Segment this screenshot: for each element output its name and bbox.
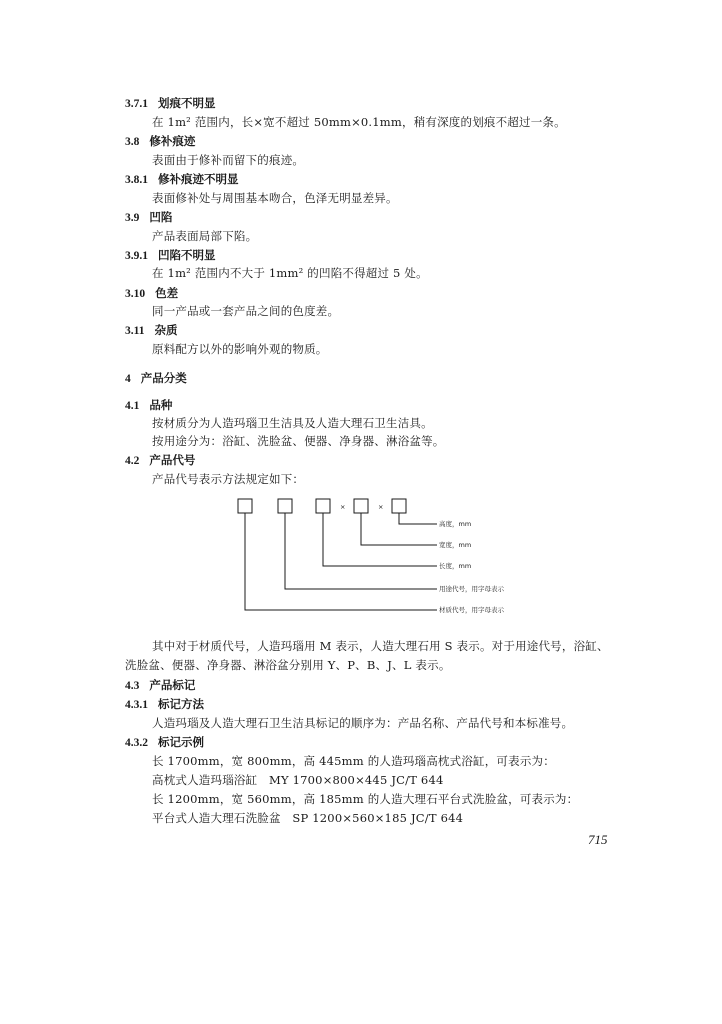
- code-box-height: [392, 499, 406, 513]
- paragraph: 产品代号表示方法规定如下：: [152, 472, 305, 486]
- clause-4-3-1: 4.3.1 标记方法: [125, 697, 204, 711]
- times-sign: ×: [340, 503, 346, 511]
- label-material-code: 材质代号，用字母表示: [439, 606, 504, 614]
- label-width: 宽度，mm: [439, 541, 472, 549]
- paragraph: 表面修补处与周围基本吻合，色泽无明显差异。: [152, 191, 398, 205]
- example-line: 长 1200mm，宽 560mm，高 185mm 的人造大理石平台式洗脸盆，可表示为：: [152, 792, 579, 806]
- clause-4-3: 4.3 产品标记: [125, 678, 196, 692]
- example-line: 长 1700mm，宽 800mm，高 445mm 的人造玛瑙高枕式浴缸，可表示为：: [152, 754, 555, 768]
- paragraph: 表面由于修补而留下的痕迹。: [152, 153, 305, 167]
- example-line: 高枕式人造玛瑙浴缸 MY 1700×800×445 JC/T 644: [152, 773, 444, 787]
- paragraph: 人造玛瑙及人造大理石卫生洁具标记的顺序为：产品名称、产品代号和本标准号。: [152, 716, 574, 730]
- clause-4-2: 4.2 产品代号: [125, 453, 196, 467]
- times-sign: ×: [378, 503, 384, 511]
- code-box-length: [316, 499, 330, 513]
- leader-material: [245, 513, 437, 610]
- label-usage-code: 用途代号，用字母表示: [439, 585, 504, 593]
- example-line: 平台式人造大理石洗脸盆 SP 1200×560×185 JC/T 644: [152, 811, 464, 825]
- paragraph: 洗脸盆、便器、净身器、淋浴盆分别用 Y、P、B、J、L 表示。: [125, 658, 451, 672]
- code-box-usage: [278, 499, 292, 513]
- clause-3-8-1: 3.8.1 修补痕迹不明显: [125, 172, 239, 186]
- paragraph: 在 1m² 范围内不大于 1mm² 的凹陷不得超过 5 处。: [152, 266, 428, 280]
- clause-3-9-1: 3.9.1 凹陷不明显: [125, 248, 216, 262]
- paragraph: 同一产品或一套产品之间的色度差。: [152, 304, 340, 318]
- leader-length: [323, 513, 437, 566]
- clause-3-9: 3.9 凹陷: [125, 210, 173, 224]
- leader-height: [399, 513, 437, 524]
- code-box-material: [238, 499, 252, 513]
- page-number: 715: [588, 832, 608, 847]
- paragraph: 按材质分为人造玛瑙卫生洁具及人造大理石卫生洁具。: [152, 416, 433, 430]
- code-box-width: [354, 499, 368, 513]
- section-4-heading: 4 产品分类: [125, 371, 187, 385]
- clause-3-10: 3.10 色差: [125, 286, 179, 300]
- paragraph: 其中对于材质代号，人造玛瑙用 M 表示，人造大理石用 S 表示。对于用途代号，浴缸、: [152, 639, 609, 653]
- product-code-diagram: [232, 492, 532, 622]
- paragraph: 原料配方以外的影响外观的物质。: [152, 342, 328, 356]
- paragraph: 在 1m² 范围内，长×宽不超过 50mm×0.1mm，稍有深度的划痕不超过一条。: [152, 115, 566, 129]
- paragraph: 按用途分为：浴缸、洗脸盆、便器、净身器、淋浴盆等。: [152, 434, 445, 448]
- clause-4-3-2: 4.3.2 标记示例: [125, 735, 204, 749]
- label-height: 高度，mm: [439, 520, 472, 528]
- clause-4-1: 4.1 品种: [125, 398, 173, 412]
- clause-3-7-1: 3.7.1 划痕不明显: [125, 96, 216, 110]
- paragraph: 产品表面局部下陷。: [152, 229, 258, 243]
- label-length: 长度，mm: [439, 562, 472, 570]
- clause-3-11: 3.11 杂质: [125, 323, 178, 337]
- clause-3-8: 3.8 修补痕迹: [125, 134, 196, 148]
